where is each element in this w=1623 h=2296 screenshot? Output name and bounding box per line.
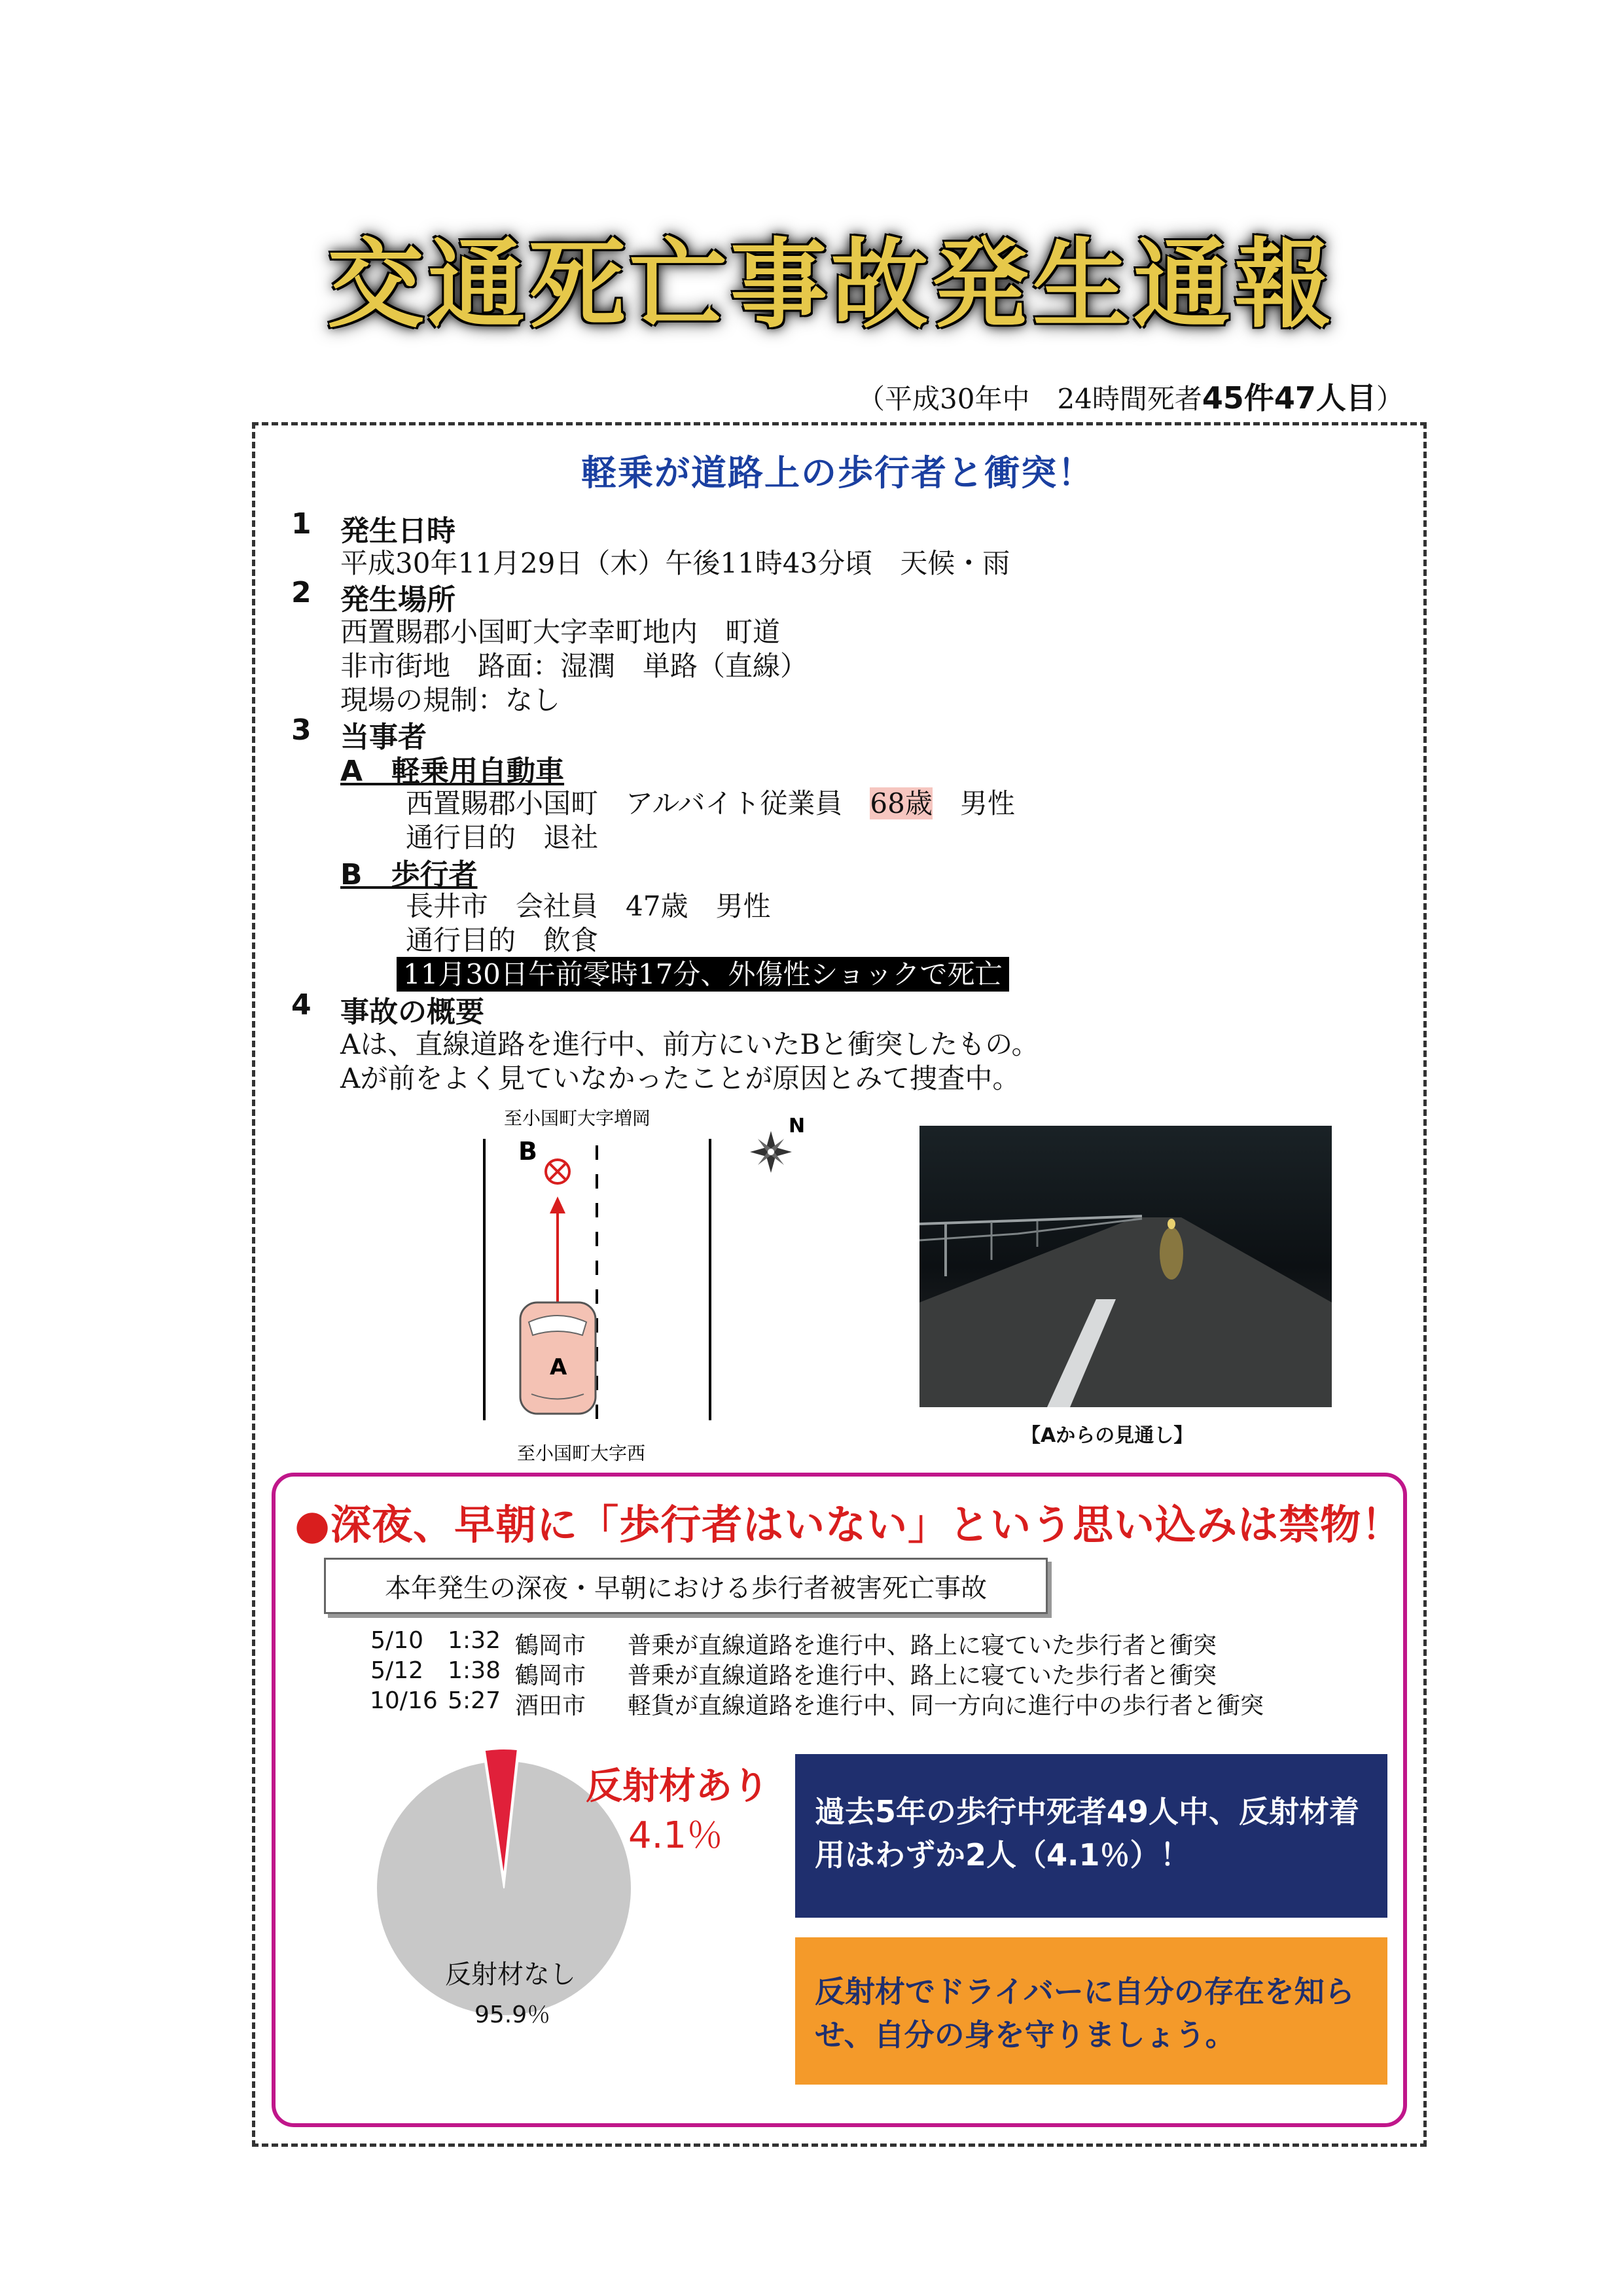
subtitle-suffix: ） xyxy=(1376,383,1404,415)
incident-desc: 普乗が直線道路を進行中、路上に寝ていた歩行者と衝突 xyxy=(628,1662,1217,1689)
incident-time: 5:27 xyxy=(448,1687,501,1714)
warning-heading: ●深夜、早朝に「歩行者はいない」という思い込みは禁物！ xyxy=(294,1501,1403,1549)
incident-date: 5/12 xyxy=(370,1657,423,1684)
page-title: 交通死亡事故発生通報 xyxy=(327,228,1335,341)
party-a-heading: A 軽乗用自動車 xyxy=(340,755,565,788)
section-2-line2: 非市街地 路面：湿潤 単路（直線） xyxy=(340,650,808,682)
incident-city: 鶴岡市 xyxy=(515,1632,586,1659)
incident-row xyxy=(370,1687,1264,1717)
headline: 軽乗が道路上の歩行者と衝突！ xyxy=(581,452,1094,493)
section-4-line1: Aは、直線道路を進行中、前方にいたBと衝突したもの。 xyxy=(340,1028,1039,1060)
incident-city: 酒田市 xyxy=(515,1693,586,1719)
incident-date: 5/10 xyxy=(370,1627,423,1654)
party-b-heading: B 歩行者 xyxy=(340,858,478,891)
party-b-line1: 長井市 会社員 47歳 男性 xyxy=(406,890,771,922)
accident-diagram xyxy=(458,1106,929,1473)
incident-row xyxy=(370,1657,1264,1687)
photo-caption: 【Aからの見通し】 xyxy=(1021,1424,1194,1447)
diagram-label-b: B xyxy=(518,1137,537,1166)
party-a-line1-post: 男性 xyxy=(932,787,1015,819)
subtitle xyxy=(857,374,1446,418)
incident-date: 10/16 xyxy=(370,1687,438,1714)
subtitle-count: 45件47人目 xyxy=(1202,380,1376,416)
section-1-line: 平成30年11月29日（木）午後11時43分頃 天候・雨 xyxy=(340,547,1010,579)
section-4-number: 4 xyxy=(291,988,312,1022)
incident-city: 鶴岡市 xyxy=(515,1662,586,1689)
death-notice: 11月30日午前零時17分、外傷性ショックで死亡 xyxy=(397,957,1009,992)
incident-desc: 普乗が直線道路を進行中、路上に寝ていた歩行者と衝突 xyxy=(628,1632,1217,1659)
pie-value-with-reflector: 4.1％ xyxy=(628,1814,724,1857)
section-3-heading: 当事者 xyxy=(340,721,427,754)
scene-photo xyxy=(919,1126,1332,1407)
party-a-age: 68歳 xyxy=(870,787,933,819)
section-2-number: 2 xyxy=(291,576,312,609)
incident-desc: 軽貨が直線道路を進行中、同一方向に進行中の歩行者と衝突 xyxy=(628,1693,1264,1719)
diagram-label-a: A xyxy=(550,1354,567,1380)
party-a-line2: 通行目的 退社 xyxy=(406,821,599,853)
section-1-number: 1 xyxy=(291,507,312,541)
subtitle-prefix: （平成30年中 24時間死者 xyxy=(857,383,1202,415)
diagram-top-label: 至小国町大字増岡 xyxy=(504,1107,651,1129)
section-3-number: 3 xyxy=(291,713,312,747)
party-b-line2: 通行目的 飲食 xyxy=(406,924,599,956)
party-a-line1-pre: 西置賜郡小国町 アルバイト従業員 xyxy=(406,787,870,819)
statistic-box: 過去5年の歩行中死者49人中、反射材着用はわずか2人（4.1％）！ xyxy=(795,1754,1387,1918)
pie-value-without-reflector: 95.9％ xyxy=(474,2001,551,2028)
compass-north-label: N xyxy=(789,1115,806,1138)
section-4-heading: 事故の概要 xyxy=(340,996,484,1029)
pie-label-without-reflector: 反射材なし xyxy=(445,1960,576,1990)
section-2-line3: 現場の規制：なし xyxy=(340,684,561,716)
diagram-bottom-label: 至小国町大字西 xyxy=(517,1443,646,1464)
section-2-heading: 発生場所 xyxy=(340,583,455,617)
incident-time: 1:38 xyxy=(448,1657,501,1684)
section-4-line2: Aが前をよく見ていなかったことが原因とみて捜査中。 xyxy=(340,1062,1020,1094)
compass-icon xyxy=(750,1131,792,1173)
incident-list-title: 本年発生の深夜・早朝における歩行者被害死亡事故 xyxy=(324,1558,1048,1614)
pie-label-with-reflector: 反射材あり xyxy=(586,1765,769,1808)
pedestrian-marker-icon xyxy=(546,1160,569,1183)
incident-time: 1:32 xyxy=(448,1627,501,1654)
section-2-line1: 西置賜郡小国町大字幸町地内 町道 xyxy=(340,616,781,648)
party-a-line1 xyxy=(406,782,1015,821)
section-1-heading: 発生日時 xyxy=(340,514,455,548)
incident-list xyxy=(370,1627,1264,1717)
advice-box: 反射材でドライバーに自分の存在を知らせ、自分の身を守りましょう。 xyxy=(795,1937,1387,2085)
incident-row xyxy=(370,1627,1264,1657)
direction-arrow-icon xyxy=(550,1196,565,1302)
